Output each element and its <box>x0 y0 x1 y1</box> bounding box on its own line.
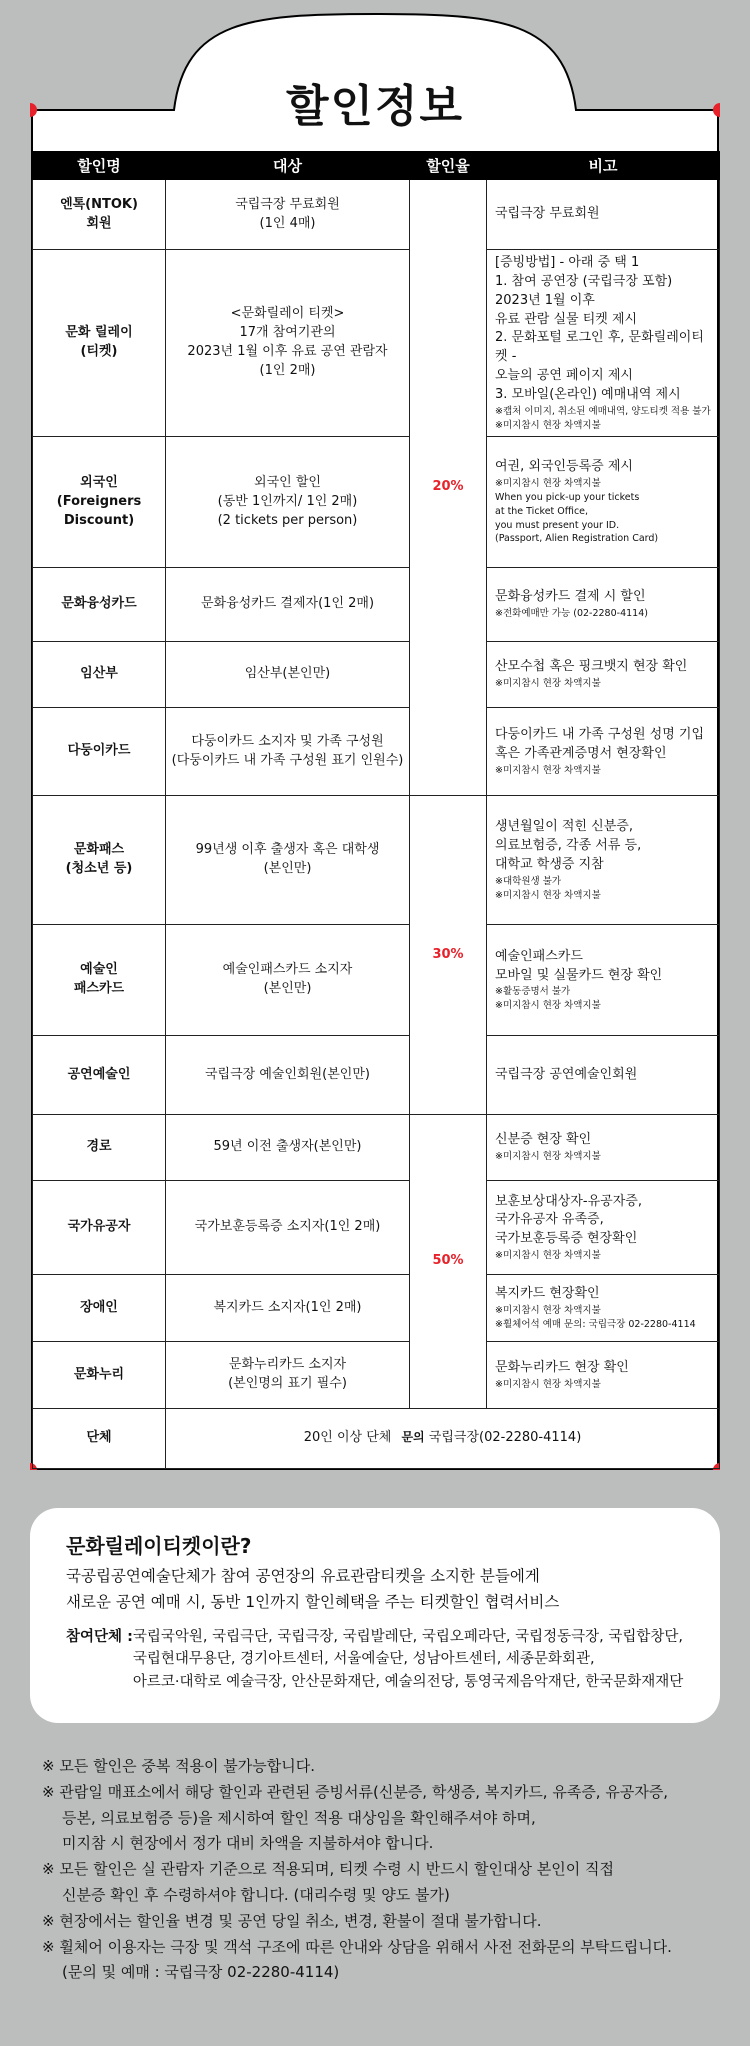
note-text: 신분증 현장 확인 <box>495 1132 592 1148</box>
discount-name: 국가유공자 <box>33 1181 166 1275</box>
note-text: 생년월일이 적힌 신분증, 의료보험증, 각종 서류 등, 대학교 학생증 지참 <box>495 819 642 872</box>
discount-name: 임산부 <box>33 642 166 708</box>
discount-rate-30: 30% <box>410 796 487 1115</box>
table-row <box>33 708 720 796</box>
info-title: 문화릴레이티켓이란? <box>66 1534 252 1558</box>
discount-name: 경로 <box>33 1115 166 1181</box>
table-row <box>33 925 720 1036</box>
participating-orgs <box>66 1626 684 1693</box>
discount-target: 다둥이카드 소지자 및 가족 구성원 (다둥이카드 내 가족 구성원 표기 인원수) <box>166 708 410 796</box>
discount-target: 국립극장 예술인회원(본인만) <box>166 1036 410 1115</box>
relay-ticket-info <box>30 1508 720 1723</box>
note-text: 국립극장 무료회원 <box>495 206 600 222</box>
note-text: 여권, 외국인등록증 제시 <box>495 459 633 475</box>
note-text: 복지카드 현장확인 <box>495 1286 600 1302</box>
group-label: 문의 <box>401 1430 425 1445</box>
table-row <box>33 180 720 250</box>
note-text: 예술인패스카드 모바일 및 실물카드 현장 확인 <box>495 948 663 983</box>
discount-name: 문화융성카드 <box>33 568 166 642</box>
discount-rate-50: 50% <box>410 1115 487 1409</box>
note-small: ※전화예매만 가능 (02-2280-4114) <box>495 608 648 620</box>
table-row-group <box>33 1409 720 1469</box>
note-small: ※미지참시 현장 차액지불 <box>495 1378 601 1390</box>
discount-target: 복지카드 소지자(1인 2매) <box>166 1275 410 1342</box>
note-text: 산모수첩 혹은 핑크뱃지 현장 확인 <box>495 659 688 675</box>
discount-target: 예술인패스카드 소지자 (본인만) <box>166 925 410 1036</box>
discount-name: 예술인 패스카드 <box>33 925 166 1036</box>
notice-item: ※ 모든 할인은 중복 적용이 불가능합니다. <box>42 1757 316 1775</box>
discount-note <box>487 1181 720 1275</box>
note-text: 문화융성카드 결제 시 할인 <box>495 589 646 605</box>
discount-target: <문화릴레이 티켓> 17개 참여기관의 2023년 1월 이후 유료 공연 관람자 (1인 2매) <box>166 250 410 437</box>
note-small: ※미지참시 현장 차액지불 ※휠체어석 예매 문의: 국립극장 02-2280-4114 <box>495 1304 696 1330</box>
discount-target: 99년생 이후 출생자 혹은 대학생 (본인만) <box>166 796 410 925</box>
discount-target: 국가보훈등록증 소지자(1인 2매) <box>166 1181 410 1275</box>
discount-target: 59년 이전 출생자(본인만) <box>166 1115 410 1181</box>
discount-note <box>487 1036 720 1115</box>
group-info <box>166 1409 720 1469</box>
discount-name: 공연예술인 <box>33 1036 166 1115</box>
discount-note <box>487 250 720 437</box>
discount-rate-20: 20% <box>410 180 487 796</box>
note-text: 보훈보상대상자-유공자증, 국가유공자 유족증, 국가보훈등록증 현장확인 <box>495 1193 642 1247</box>
discount-name: 문화누리 <box>33 1342 166 1409</box>
discount-name: 문화 릴레이 (티켓) <box>33 250 166 437</box>
discount-note <box>487 180 720 250</box>
table-row <box>33 250 720 437</box>
table-row <box>33 437 720 568</box>
note-text: [증빙방법] - 아래 중 택 1 1. 참여 공연장 (국립극장 포함) 2023년 1월 이후 유료 관람 실물 티켓 제시 2. 문화포털 로그인 후, 문화릴레이티켓 - 오늘의 공연 페이지 제시 3. 모바일(온라인) 예매내역 제시 <box>495 255 704 402</box>
note-small: ※활동증명서 불가 ※미지참시 현장 차액지불 <box>495 986 601 1012</box>
table-row <box>33 1181 720 1275</box>
discount-target: 문화누리카드 소지자 (본인명의 표기 필수) <box>166 1342 410 1409</box>
table-row <box>33 642 720 708</box>
discount-table <box>32 151 720 1469</box>
notice-item: ※ 관람일 매표소에서 해당 할인과 관련된 증빙서류(신분증, 학생증, 복지카드, 유족증, 유공자증, 등본, 의료보험증 등)을 제시하여 할인 적용 대상임을 확인해주셔야 하며, 미지참 시 현장에서 정가 대비 차액을 지불하셔야 합니다. <box>42 1782 669 1853</box>
discount-target: 문화융성카드 결제자(1인 2매) <box>166 568 410 642</box>
notice-item: ※ 휠체어 이용자는 극장 및 객석 구조에 따른 안내와 상담을 위해서 사전 전화문의 부탁드립니다. (문의 및 예매 : 국립극장 02-2280-4114) <box>42 1937 672 1982</box>
discount-name: 외국인 (Foreigners Discount) <box>33 437 166 568</box>
members-label: 참여단체 : <box>66 1628 133 1645</box>
group-contact: 국립극장(02-2280-4114) <box>428 1430 582 1446</box>
discount-ticket <box>30 0 720 1470</box>
members-list: 국립국악원, 국립극단, 국립극장, 국립발레단, 국립오페라단, 국립정동극장, 국립합창단, 국립현대무용단, 경기아트센터, 서울예술단, 성남아트센터, 세종문화회관, 아르코·대학로 예술극장, 안산문화재단, 예술의전당, 통영국제음악재단, 한국문화재재단 <box>132 1628 684 1690</box>
note-small: ※대학원생 불가 ※미지참시 현장 차액지불 <box>495 875 601 901</box>
page-title: 할인정보 <box>285 81 464 132</box>
discount-note <box>487 925 720 1036</box>
discount-note <box>487 708 720 796</box>
discount-note <box>487 1342 720 1409</box>
discount-note <box>487 1275 720 1342</box>
table-row <box>33 796 720 925</box>
discount-name: 단체 <box>33 1409 166 1469</box>
note-small: ※미지참시 현장 차액지불 When you pick-up your tickets at the Ticket Office, you must present your ID. (Passport, Alien Registration Card) <box>495 478 659 545</box>
notice-item: ※ 모든 할인은 실 관람자 기준으로 적용되며, 티켓 수령 시 반드시 할인대상 본인이 직접 신분증 확인 후 수령하셔야 합니다. (대리수령 및 양도 불가) <box>42 1860 614 1904</box>
discount-name: 다둥이카드 <box>33 708 166 796</box>
discount-name: 장애인 <box>33 1275 166 1342</box>
note-small: ※미지참시 현장 차액지불 <box>495 1151 601 1163</box>
notice-item: ※ 현장에서는 할인율 변경 및 공연 당일 취소, 변경, 환불이 절대 불가합니다. <box>42 1911 542 1930</box>
note-text: 국립극장 공연예술인회원 <box>495 1066 638 1082</box>
table-header-row <box>33 152 720 180</box>
header-target: 대상 <box>166 152 410 180</box>
header-name: 할인명 <box>33 152 166 180</box>
note-small: ※미지참시 현장 차액지불 <box>495 1250 601 1262</box>
discount-note <box>487 1115 720 1181</box>
discount-name: 엔톡(NTOK) 회원 <box>33 180 166 250</box>
note-small: ※미지참시 현장 차액지불 <box>495 678 601 690</box>
discount-target: 임산부(본인만) <box>166 642 410 708</box>
discount-note <box>487 568 720 642</box>
note-small: ※캡처 이미지, 취소된 예매내역, 양도티켓 적용 불가 ※미지참시 현장 차액지불 <box>495 405 711 431</box>
note-text: 다둥이카드 내 가족 구성원 성명 기입 혹은 가족관계증명서 현장확인 <box>495 727 705 761</box>
note-small: ※미지참시 현장 차액지불 <box>495 764 601 776</box>
table-row <box>33 1275 720 1342</box>
group-text: 20인 이상 단체 <box>303 1430 392 1446</box>
discount-target: 외국인 할인 (동반 1인까지/ 1인 2매) (2 tickets per person) <box>166 437 410 568</box>
note-text: 문화누리카드 현장 확인 <box>495 1359 629 1375</box>
header-note: 비고 <box>487 152 720 180</box>
info-description: 국공립공연예술단체가 참여 공연장의 유료관람티켓을 소지한 분들에게 새로운 공연 예매 시, 동반 1인까지 할인혜택을 주는 티켓할인 협력서비스 <box>66 1567 560 1612</box>
discount-note <box>487 642 720 708</box>
table-row <box>33 1036 720 1115</box>
discount-name: 문화패스 (청소년 등) <box>33 796 166 925</box>
discount-note <box>487 437 720 568</box>
discount-target: 국립극장 무료회원 (1인 4매) <box>166 180 410 250</box>
table-row <box>33 1342 720 1409</box>
table-row <box>33 1115 720 1181</box>
notice-list <box>42 1754 722 1986</box>
header-rate: 할인율 <box>410 152 487 180</box>
table-row <box>33 568 720 642</box>
discount-note <box>487 796 720 925</box>
